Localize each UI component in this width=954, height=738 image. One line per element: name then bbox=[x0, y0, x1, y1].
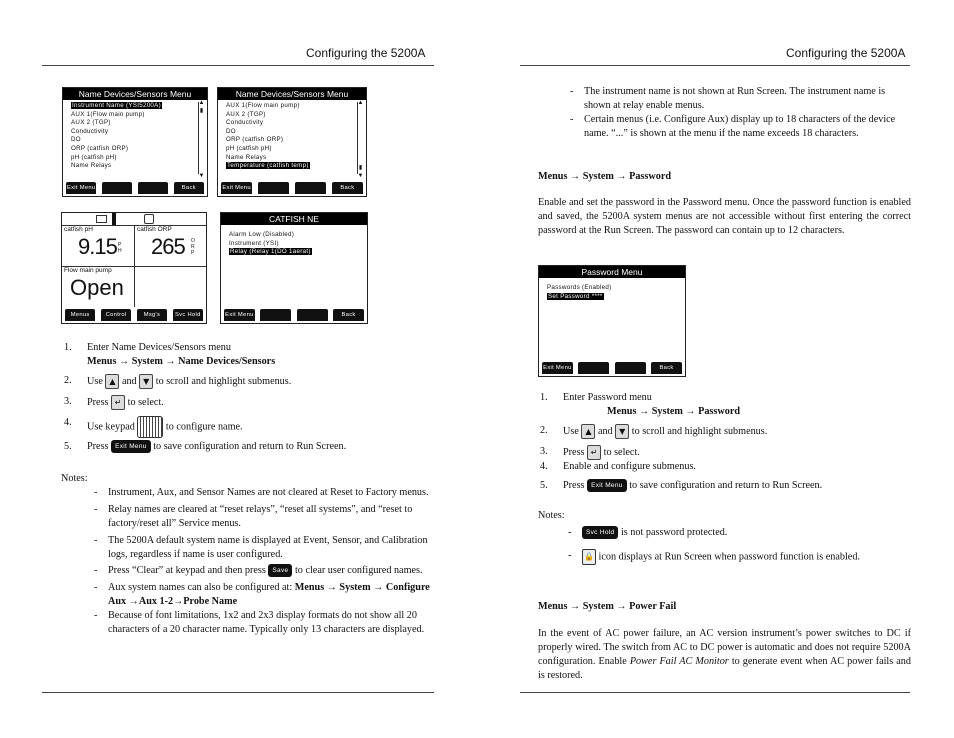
step-5: 5. Press Exit Menu to save configuration and return to Run Screen. bbox=[64, 441, 347, 452]
softkey-control[interactable]: Control bbox=[101, 309, 131, 321]
lcd-line: Instrument Name (YSI5200A) bbox=[72, 102, 161, 109]
lcd-line: Alarm Low (Disabled) bbox=[229, 231, 295, 238]
menu-path: Menus → System → Name Devices/Sensors bbox=[87, 356, 276, 367]
lcd-title: CATFISH NE bbox=[221, 213, 367, 225]
step-3: 3. Press ↵ to select. bbox=[540, 445, 910, 460]
left-header-rule bbox=[42, 65, 434, 66]
lcd-line: Temperature (catfish temp) bbox=[227, 162, 309, 170]
lcd-line: Conductivity bbox=[71, 127, 109, 135]
lcd-line: Name Relays bbox=[226, 153, 267, 161]
softkey-blank[interactable] bbox=[295, 182, 326, 194]
note-item: - 🔒 icon displays at Run Screen when password function is enabled. bbox=[582, 549, 912, 565]
save-button: Save bbox=[268, 564, 292, 577]
password-heading: Menus → System → Password bbox=[538, 171, 672, 182]
step-2: 2. Use ▲ and ▼ to scroll and highlight submenus. bbox=[540, 424, 910, 439]
orp-tile bbox=[135, 226, 206, 267]
softkey-back[interactable]: Back bbox=[333, 309, 364, 321]
scroll-thumb-icon: ▮ bbox=[199, 108, 204, 114]
down-arrow-key-icon: ▼ bbox=[139, 374, 153, 389]
softkey-blank[interactable] bbox=[138, 182, 168, 194]
lcd-title: Name Devices/Sensors Menu bbox=[63, 88, 207, 100]
lcd-softkeys bbox=[221, 182, 363, 194]
orp-unit: O R P bbox=[191, 238, 195, 256]
exit-menu-button: Exit Menu bbox=[587, 479, 627, 492]
step-2: 2. Use ▲ and ▼ to scroll and highlight submenus. bbox=[64, 374, 434, 389]
lcd-line: Relay (Relay 1(DO 1aerat) bbox=[230, 248, 311, 256]
left-notes-label: Notes: bbox=[61, 473, 88, 484]
step-1: 1. Enter Password menu Menus → System → Password bbox=[540, 391, 910, 419]
softkey-msgs[interactable]: Msg's bbox=[137, 309, 167, 321]
power-fail-heading: Menus → System → Power Fail bbox=[538, 601, 677, 612]
ph-tile bbox=[62, 226, 135, 267]
enter-key-icon: ↵ bbox=[587, 445, 601, 460]
password-paragraph: Enable and set the password in the Password menu. Once the password function is enabled and saved, the 5200A system menus are not accessible without first entering the correct password at the Run Screen. The password can contain up to 12 characters. bbox=[538, 197, 911, 236]
lcd-softkeys bbox=[66, 182, 204, 194]
flow-value: Open bbox=[70, 275, 124, 300]
softkey-blank[interactable] bbox=[102, 182, 132, 194]
lcd-screen-catfish bbox=[220, 212, 368, 324]
lcd-line: AUX 2 (TGP) bbox=[71, 119, 111, 127]
lcd-softkeys bbox=[542, 362, 682, 374]
step-text: Enter Name Devices/Sensors menu bbox=[87, 342, 231, 353]
right-footer-rule bbox=[520, 692, 910, 693]
orp-label: catfish ORP bbox=[137, 226, 172, 233]
enter-key-icon: ↵ bbox=[111, 395, 125, 410]
right-notes-list bbox=[568, 526, 912, 565]
scroll-up-icon: ▲ bbox=[357, 100, 364, 106]
step-text: Enter Password menu bbox=[563, 392, 652, 403]
lcd-line: ORP (catfish ORP) bbox=[226, 136, 284, 144]
lcd-line: ORP (catfish ORP) bbox=[71, 144, 129, 152]
flow-label: Flow main pump bbox=[64, 267, 112, 274]
softkey-exit-menu[interactable]: Exit Menu bbox=[224, 309, 255, 321]
lcd-run-screen bbox=[61, 212, 207, 324]
lcd-password-menu bbox=[538, 265, 686, 377]
softkey-svc-hold[interactable]: Svc Hold bbox=[173, 309, 203, 321]
lcd-line: DO bbox=[226, 127, 236, 135]
note-item: - Certain menus (i.e. Configure Aux) display up to 18 characters of the device name. “...” is shown at the menu if the name exceeds 18 characters. bbox=[570, 114, 896, 139]
lcd-title: Name Devices/Sensors Menu bbox=[218, 88, 366, 100]
lcd-line: Name Relays bbox=[71, 162, 112, 170]
right-header-rule bbox=[520, 65, 910, 66]
lcd-screen-name-devices-2 bbox=[217, 87, 367, 197]
lcd-title: Password Menu bbox=[539, 266, 685, 278]
lcd-line: DO bbox=[71, 136, 81, 144]
step-1: 1. Enter Name Devices/Sensors menu Menus → System → Name Devices/Sensors bbox=[64, 341, 434, 369]
note-item: - Aux system names can also be configured at: Menus → System → Configure Aux →Aux 1-2→Probe Name bbox=[94, 582, 430, 607]
down-arrow-key-icon: ▼ bbox=[615, 424, 629, 439]
scroll-down-icon: ▼ bbox=[357, 173, 364, 179]
lcd-line: Passwords (Enabled) bbox=[547, 284, 612, 291]
scroll-up-icon: ▲ bbox=[198, 100, 205, 106]
scroll-thumb-icon: ▮ bbox=[358, 165, 363, 171]
softkey-exit-menu[interactable]: Exit Menu bbox=[66, 182, 96, 194]
mail-icon bbox=[96, 215, 107, 223]
ph-label: catfish pH bbox=[64, 226, 93, 233]
right-top-notes bbox=[570, 85, 914, 141]
softkey-back[interactable]: Back bbox=[651, 362, 682, 374]
lcd-line: Instrument (YSI) bbox=[229, 239, 279, 247]
keypad-icon bbox=[137, 416, 163, 438]
step-4: 4. Enable and configure submenus. bbox=[540, 461, 696, 472]
left-steps bbox=[64, 341, 434, 454]
menu-path: Menus → System → Password bbox=[607, 406, 741, 417]
lcd-line: AUX 2 (TGP) bbox=[226, 110, 266, 118]
lcd-softkeys bbox=[65, 309, 203, 321]
run-status-bar bbox=[62, 213, 206, 226]
note-item: - Relay names are cleared at “reset relays”, “reset all systems”, and “reset to factory/reset all” Service menus. bbox=[94, 504, 413, 529]
right-notes-label: Notes: bbox=[538, 510, 565, 521]
flow-tile bbox=[62, 267, 135, 307]
right-page-header: Configuring the 5200A bbox=[786, 46, 906, 60]
ph-value: 9.15 bbox=[78, 234, 117, 259]
lcd-scrollbar bbox=[357, 102, 364, 174]
lcd-line: Set Password **** bbox=[548, 292, 603, 300]
note-item: - Press “Clear” at keypad and then press Save to clear user configured names. bbox=[94, 565, 423, 576]
note-item: - Because of font limitations, 1x2 and 2x3 display formats do not show all 20 characters of a 20 character name. Typically only 13 characters are displayed. bbox=[94, 610, 425, 635]
lcd-line: pH (catfish pH) bbox=[226, 144, 272, 152]
lcd-line: AUX 1(Flow main pump) bbox=[226, 102, 300, 109]
ph-unit: P H bbox=[118, 242, 122, 254]
left-notes-list bbox=[94, 486, 448, 637]
exit-menu-button: Exit Menu bbox=[111, 440, 151, 453]
softkey-exit-menu[interactable]: Exit Menu bbox=[542, 362, 573, 374]
softkey-menus[interactable]: Menus bbox=[65, 309, 95, 321]
softkey-blank[interactable] bbox=[615, 362, 646, 374]
lock-icon bbox=[144, 214, 154, 224]
step-4: 4. Use keypad to configure name. bbox=[64, 416, 434, 438]
up-arrow-key-icon: ▲ bbox=[581, 424, 595, 439]
orp-value: 265 bbox=[151, 234, 185, 259]
note-item: - The 5200A default system name is displayed at Event, Sensor, and Calibration logs, regardless if name is user configured. bbox=[94, 535, 428, 560]
note-item: - Instrument, Aux, and Sensor Names are not cleared at Reset to Factory menus. bbox=[94, 487, 429, 498]
softkey-exit-menu[interactable]: Exit Menu bbox=[221, 182, 252, 194]
lcd-line: Conductivity bbox=[226, 119, 264, 127]
note-item: - Svc Hold is not password protected. bbox=[568, 527, 728, 538]
status-block-icon bbox=[112, 213, 116, 225]
softkey-blank[interactable] bbox=[578, 362, 609, 374]
lcd-softkeys bbox=[224, 309, 364, 321]
left-page-header: Configuring the 5200A bbox=[306, 46, 426, 60]
right-steps bbox=[540, 391, 910, 493]
scroll-down-icon: ▼ bbox=[198, 173, 205, 179]
lcd-screen-name-devices-1 bbox=[62, 87, 208, 197]
step-3: 3. Press ↵ to select. bbox=[64, 395, 434, 410]
lcd-line: pH (catfish pH) bbox=[71, 153, 117, 161]
svc-hold-button: Svc Hold bbox=[582, 526, 618, 539]
softkey-blank[interactable] bbox=[258, 182, 289, 194]
lcd-line: AUX 1(Flow main pump) bbox=[71, 110, 145, 118]
lock-icon: 🔒 bbox=[582, 549, 596, 565]
softkey-blank[interactable] bbox=[297, 309, 328, 321]
softkey-blank[interactable] bbox=[260, 309, 291, 321]
softkey-back[interactable]: Back bbox=[174, 182, 204, 194]
up-arrow-key-icon: ▲ bbox=[105, 374, 119, 389]
softkey-back[interactable]: Back bbox=[332, 182, 363, 194]
step-5: 5. Press Exit Menu to save configuration and return to Run Screen. bbox=[540, 480, 823, 491]
note-item: - The instrument name is not shown at Run Screen. The instrument name is shown at relay enable menus. bbox=[570, 86, 886, 111]
left-footer-rule bbox=[42, 692, 434, 693]
power-fail-paragraph: In the event of AC power failure, an AC version instrument’s power switches to DC if properly wired. The switch from AC to DC power is automatic and does not require 5200A configuration. Enable Power Fail AC Monitor to generate event when AC power fails and is restored. bbox=[538, 628, 911, 681]
